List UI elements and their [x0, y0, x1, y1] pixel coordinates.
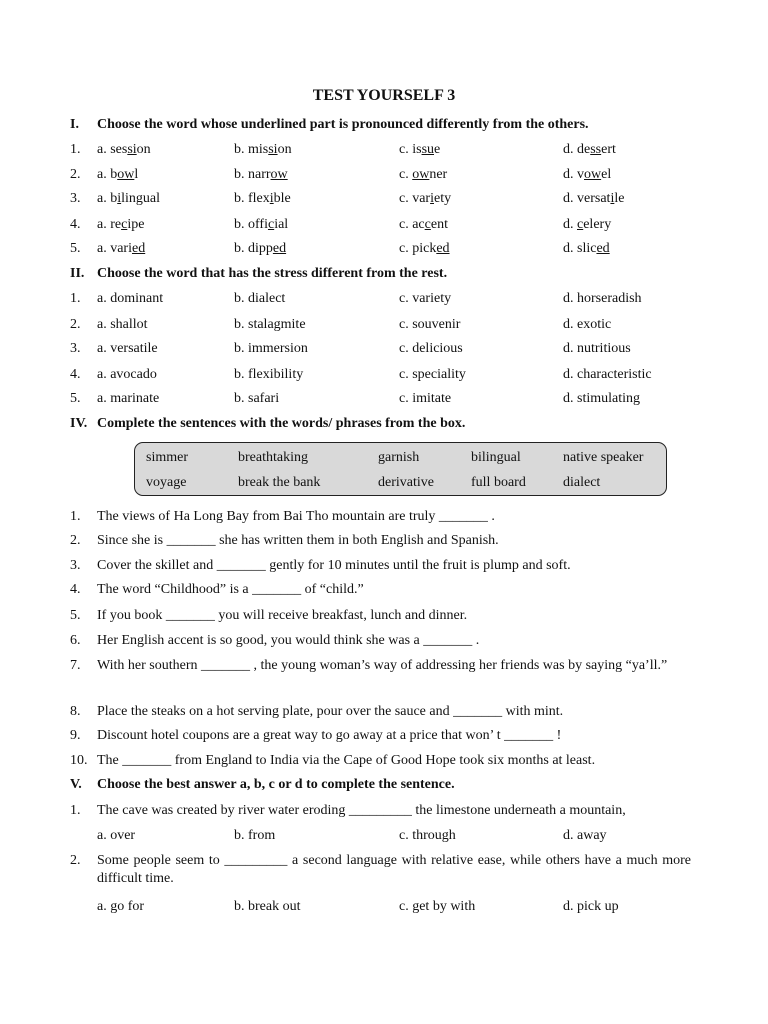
answer-option: a. session	[97, 142, 151, 157]
question-text: The cave was created by river water eroding _________ the limestone underneath a mountain,	[97, 803, 626, 818]
answer-option: d. horseradish	[563, 291, 642, 306]
sentence-text: Place the steaks on a hot serving plate, pour over the sauce and _______ with mint.	[97, 704, 564, 719]
underlined-sound: c	[424, 217, 431, 232]
answer-option: b. official	[234, 217, 289, 232]
section-1-heading	[70, 116, 589, 134]
answer-option: c. imitate	[399, 391, 452, 406]
question-number: 5.	[70, 241, 81, 256]
underlined-sound: si	[268, 142, 278, 157]
underlined-sound: su	[421, 142, 435, 157]
underlined-sound: ed	[272, 241, 287, 256]
section-instruction: Complete the sentences with the words/ phrases from the box.	[97, 416, 466, 431]
answer-option: c. variety	[399, 191, 452, 206]
underlined-sound: i	[117, 191, 122, 206]
answer-option: a. varied	[97, 241, 146, 256]
answer-option: d. versatile	[563, 191, 625, 206]
question-number: 1.	[70, 142, 81, 157]
answer-option: a. go for	[97, 899, 145, 914]
answer-option: c. delicious	[399, 341, 463, 356]
question-number: 2.	[70, 167, 81, 182]
answer-option: c. owner	[399, 167, 448, 182]
sentence-number: 1.	[70, 509, 81, 524]
sentence-number: 10.	[70, 753, 88, 768]
answer-option: d. nutritious	[563, 341, 631, 356]
box-word: bilingual	[471, 450, 521, 465]
sentence-number: 7.	[70, 658, 81, 673]
underlined-sound: ss	[590, 142, 602, 157]
answer-option: a. avocado	[97, 367, 157, 382]
underlined-sound: ed	[131, 241, 146, 256]
sentence-number: 2.	[70, 533, 81, 548]
sentence-number: 6.	[70, 633, 81, 648]
answer-option: a. versatile	[97, 341, 158, 356]
answer-option: c. picked	[399, 241, 450, 256]
section-instruction: Choose the word that has the stress different from the rest.	[97, 266, 448, 281]
answer-option: b. from	[234, 828, 276, 843]
underlined-sound: ed	[436, 241, 450, 256]
answer-option: b. dipped	[234, 241, 287, 256]
underlined-sound: si	[127, 142, 137, 157]
answer-option: b. stalagmite	[234, 317, 306, 332]
answer-option: d. characteristic	[563, 367, 652, 382]
sentence-text: The _______ from England to India via the Cape of Good Hope took six months at least.	[97, 753, 596, 768]
question-number: 1.	[70, 291, 81, 306]
sentence-text: Since she is _______ she has written them in both English and Spanish.	[97, 533, 499, 548]
underlined-sound: ow	[584, 167, 602, 182]
section-numeral: I.	[70, 117, 79, 132]
section-instruction: Choose the word whose underlined part is pronounced differently from the others.	[97, 117, 589, 132]
section-numeral: II.	[70, 266, 85, 281]
underlined-sound: ow	[412, 167, 430, 182]
page-title: TEST YOURSELF 3	[312, 87, 456, 104]
answer-option: d. vowel	[563, 167, 612, 182]
answer-option: b. flexible	[234, 191, 291, 206]
sentence-number: 5.	[70, 608, 81, 623]
answer-option: a. marinate	[97, 391, 160, 406]
box-word: full board	[471, 475, 526, 490]
answer-option: c. get by with	[399, 899, 476, 914]
answer-option: a. bowl	[97, 167, 139, 182]
box-word: break the bank	[238, 475, 321, 490]
sentence-text: The word “Childhood” is a _______ of “child.”	[97, 582, 364, 597]
answer-option: b. break out	[234, 899, 301, 914]
answer-option: b. flexibility	[234, 367, 304, 382]
box-word: voyage	[146, 475, 187, 490]
word-box	[134, 442, 667, 496]
answer-option: b. dialect	[234, 291, 286, 306]
sentence-number: 9.	[70, 728, 81, 743]
answer-option: c. speciality	[399, 367, 466, 382]
answer-option: d. away	[563, 828, 607, 843]
question-number: 4.	[70, 217, 81, 232]
answer-option: c. through	[399, 828, 456, 843]
box-word: breathtaking	[238, 450, 308, 465]
underlined-sound: c	[267, 217, 275, 232]
question-number: 3.	[70, 341, 81, 356]
box-word: garnish	[378, 450, 420, 465]
answer-option: c. accent	[399, 217, 448, 232]
answer-option: a. recipe	[97, 217, 145, 232]
sentence-text: If you book _______ you will receive breakfast, lunch and dinner.	[97, 608, 468, 623]
question-number: 2.	[70, 317, 81, 332]
section-numeral: V.	[70, 777, 82, 792]
answer-option: a. over	[97, 828, 136, 843]
question-text: Some people seem to _________ a second language with relative ease, while others have a much more difficult time.	[97, 853, 691, 886]
section-2-heading	[70, 265, 447, 283]
section-5-heading	[70, 776, 455, 794]
answer-option: b. safari	[234, 391, 280, 406]
underlined-sound: i	[269, 191, 274, 206]
sentence-number: 3.	[70, 558, 81, 573]
underlined-sound: ow	[117, 167, 135, 182]
question-number: 5.	[70, 391, 81, 406]
answer-option: c. souvenir	[399, 317, 461, 332]
sentence-text: With her southern _______ , the young woman’s way of addressing her friends was by saying “ya’ll.”	[97, 658, 668, 673]
sentence-text: Cover the skillet and _______ gently for 10 minutes until the fruit is plump and soft.	[97, 558, 571, 573]
underlined-sound: ow	[270, 167, 288, 182]
answer-option: a. bilingual	[97, 191, 160, 206]
sentence-text: Her English accent is so good, you would think she was a _______ .	[97, 633, 480, 648]
answer-option: d. exotic	[563, 317, 612, 332]
box-word: simmer	[146, 450, 188, 465]
answer-option: b. immersion	[234, 341, 308, 356]
sentence-text: The views of Ha Long Bay from Bai Tho mountain are truly _______ .	[97, 509, 495, 524]
sentence-text: Discount hotel coupons are a great way to go away at a price that won’ t _______ !	[97, 728, 562, 743]
question-number: 3.	[70, 191, 81, 206]
answer-option: d. stimulating	[563, 391, 640, 406]
answer-option: d. pick up	[563, 899, 619, 914]
section-numeral: IV.	[70, 416, 88, 431]
underlined-sound: i	[610, 191, 615, 206]
section-4-heading	[70, 415, 465, 433]
underlined-sound: i	[430, 191, 434, 206]
answer-option: a. shallot	[97, 317, 148, 332]
question-number: 2.	[70, 853, 81, 868]
answer-option: a. dominant	[97, 291, 164, 306]
answer-option: d. dessert	[563, 142, 616, 157]
question-number: 4.	[70, 367, 81, 382]
box-word: derivative	[378, 475, 434, 490]
answer-option: d. sliced	[563, 241, 610, 256]
underlined-sound: ed	[596, 241, 610, 256]
answer-option: d. celery	[563, 217, 612, 232]
box-word: dialect	[563, 475, 601, 490]
sentence-number: 8.	[70, 704, 81, 719]
underlined-sound: c	[577, 217, 584, 232]
sentence-number: 4.	[70, 582, 81, 597]
answer-option: c. issue	[399, 142, 441, 157]
underlined-sound: c	[121, 217, 128, 232]
answer-option: c. variety	[399, 291, 452, 306]
answer-option: b. mission	[234, 142, 292, 157]
box-word: native speaker	[563, 450, 644, 465]
answer-option: b. narrow	[234, 167, 288, 182]
question-number: 1.	[70, 803, 81, 818]
section-instruction: Choose the best answer a, b, c or d to complete the sentence.	[97, 777, 455, 792]
